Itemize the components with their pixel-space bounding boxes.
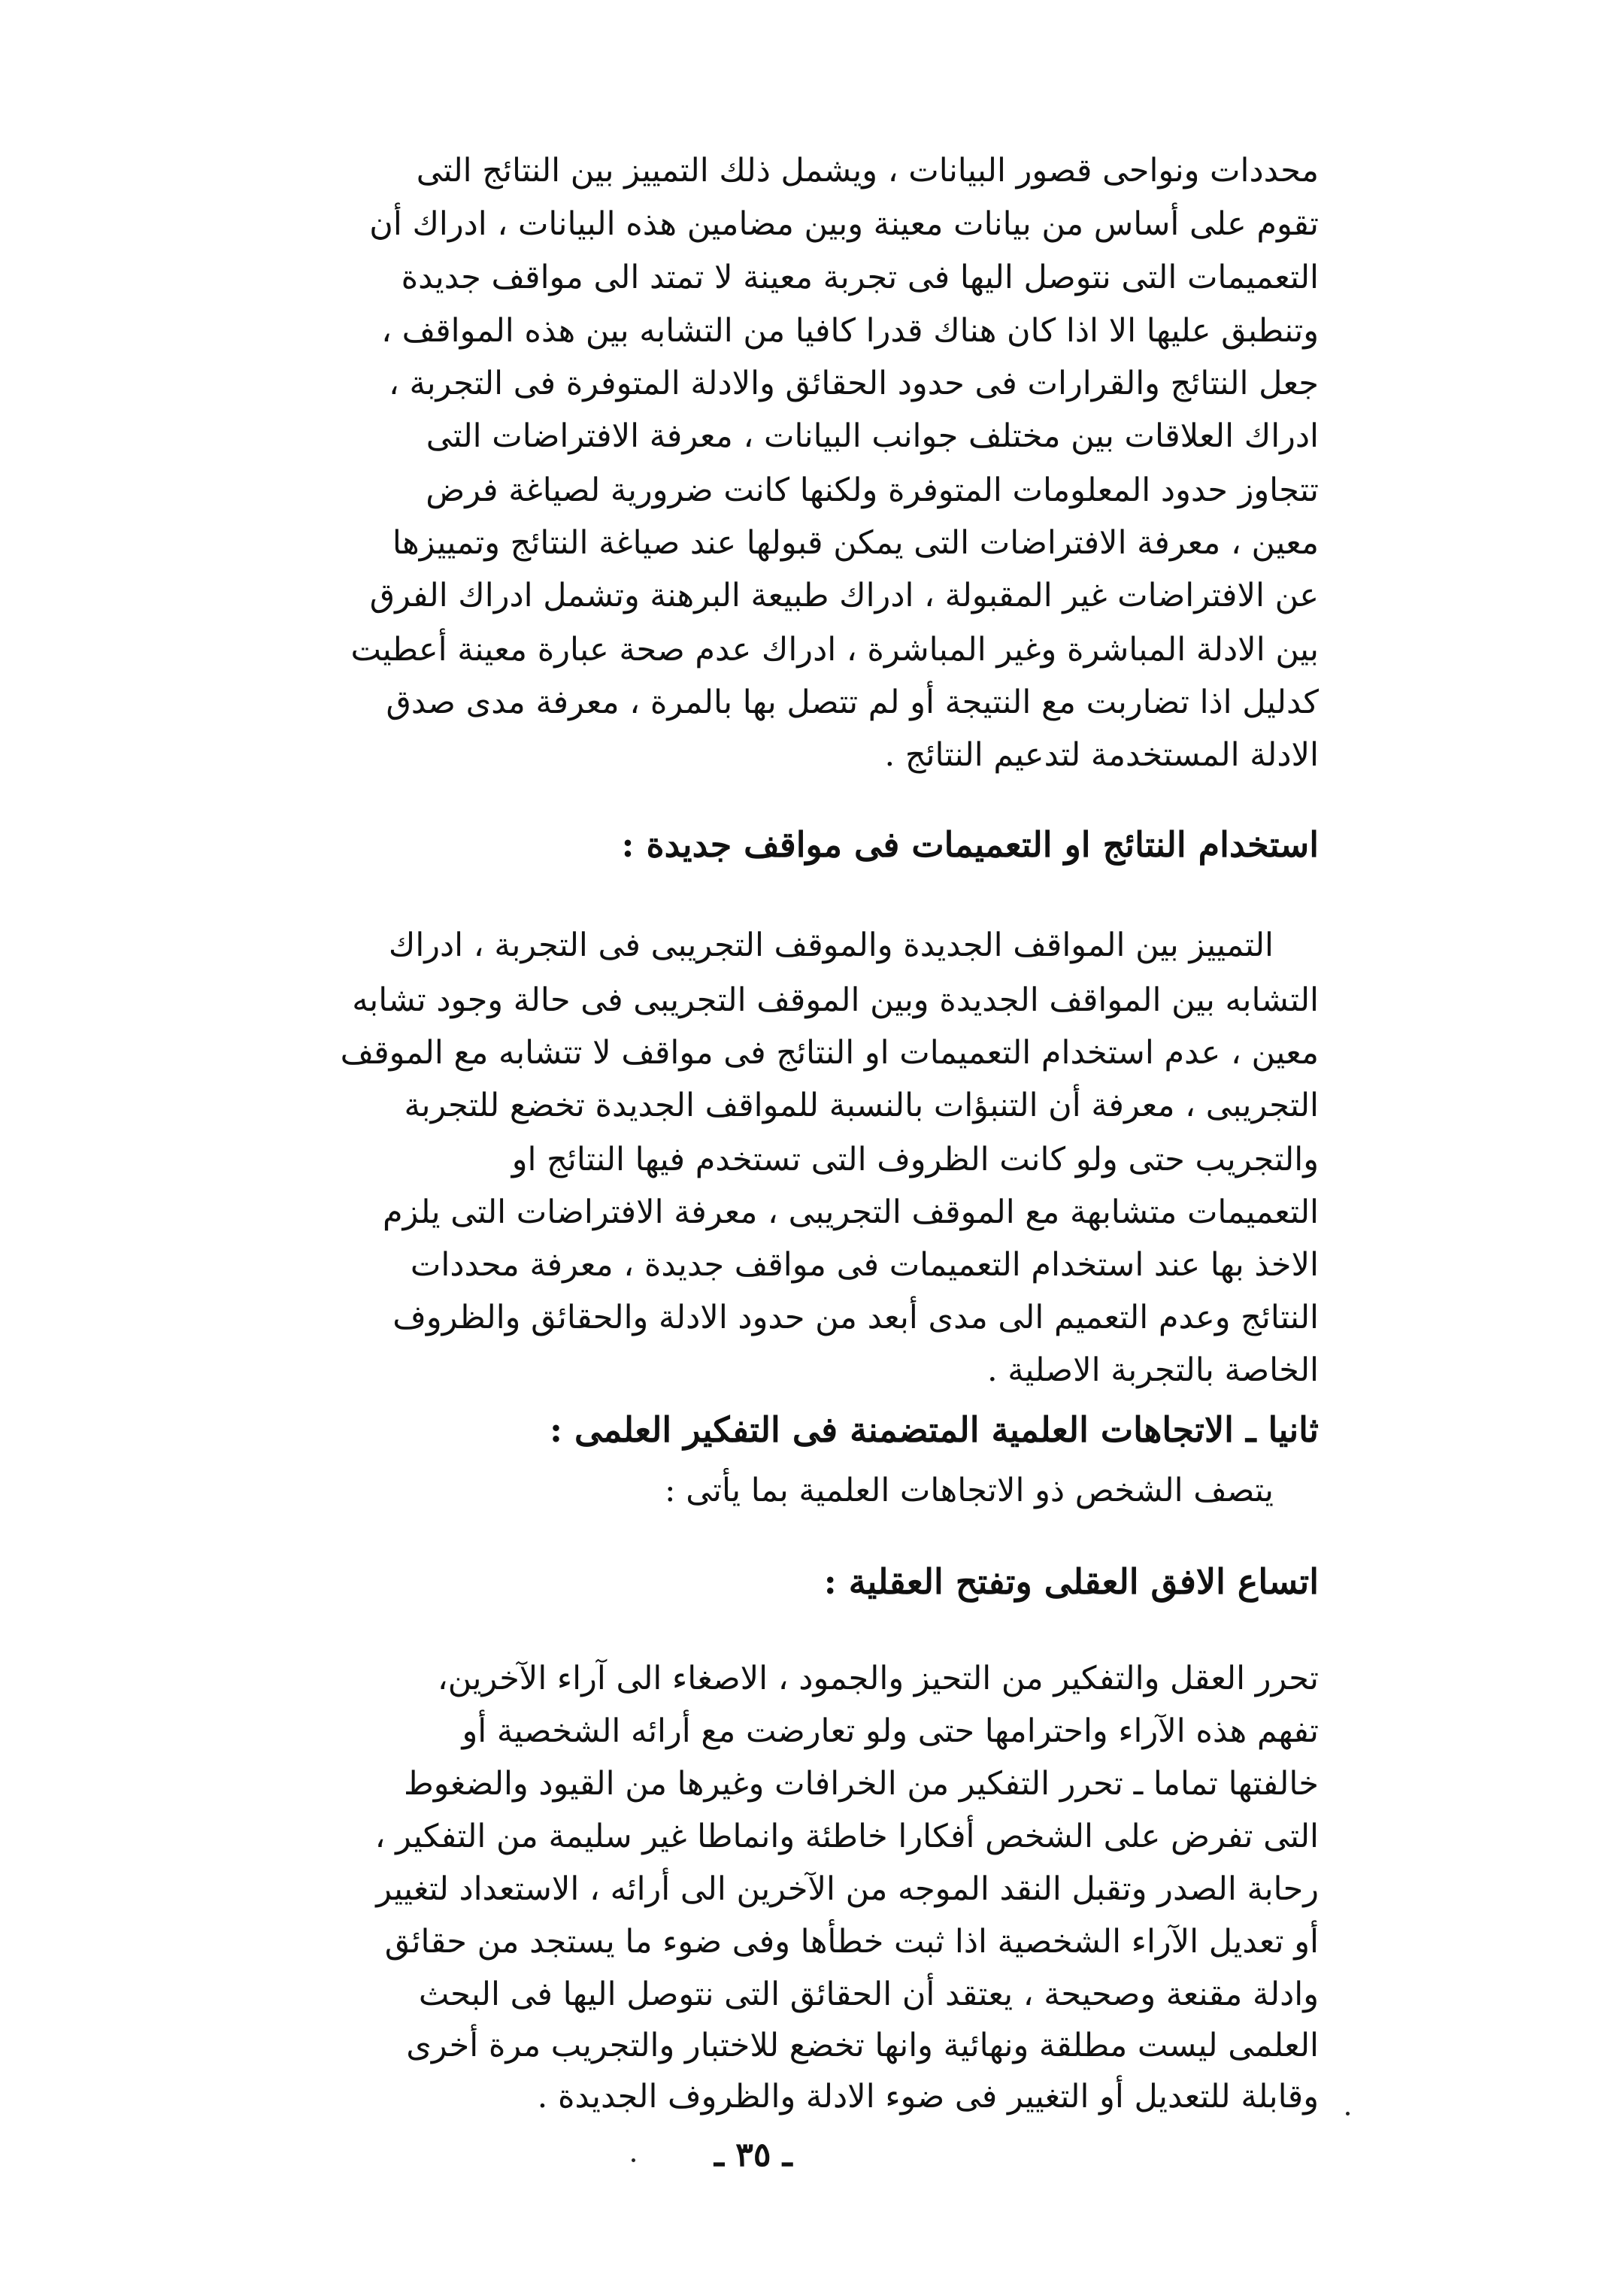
intro-line: يتصف الشخص ذو الاتجاهات العلمية بما يأتى :	[665, 1472, 1274, 1509]
text-line: معين ، عدم استخدام التعميمات او النتائج فى مواقف لا تتشابه مع الموقف	[340, 1034, 1319, 1072]
text-line: أو تعديل الآراء الشخصية اذا ثبت خطأها وفى ضوء ما يستجد من حقائق	[384, 1923, 1319, 1961]
text-line: كدليل اذا تضاربت مع النتيجة أو لم تتصل بها بالمرة ، معرفة مدى صدق	[386, 684, 1319, 721]
text-line: التجريبى ، معرفة أن التنبؤات بالنسبة للمواقف الجديدة تخضع للتجربة	[404, 1087, 1319, 1124]
text-line: تفهم هذه الآراء واحترامها حتى ولو تعارضت مع أرائه الشخصية أو	[462, 1712, 1319, 1750]
text-line: النتائج وعدم التعميم الى مدى أبعد من حدود الادلة والحقائق والظروف	[392, 1299, 1319, 1336]
text-line: رحابة الصدر وتقبل النقد الموجه من الآخرين الى أرائه ، الاستعداد لتغيير	[376, 1870, 1319, 1908]
text-line: عن الافتراضات غير المقبولة ، ادراك طبيعة البرهنة وتشمل ادراك الفرق	[369, 577, 1319, 614]
text-line: تتجاوز حدود المعلومات المتوفرة ولكنها كانت ضرورية لصياغة فرض	[426, 472, 1319, 509]
text-line: ادراك العلاقات بين مختلف جوانب البيانات ، معرفة الافتراضات التى	[426, 417, 1319, 455]
text-line: والتجريب حتى ولو كانت الظروف التى تستخدم فيها النتائج او	[511, 1141, 1319, 1178]
text-line: بين الادلة المباشرة وغير المباشرة ، ادراك عدم صحة عبارة معينة أعطيت	[350, 631, 1319, 669]
section-heading-3: اتساع الافق العقلى وتفتح العقلية :	[823, 1561, 1319, 1602]
text-line: تقوم على أساس من بيانات معينة وبين مضامين هذه البيانات ، ادراك أن	[369, 205, 1319, 243]
section-heading-1: استخدام النتائج او التعميمات فى مواقف جديدة :	[621, 824, 1319, 865]
text-line: التشابه بين المواقف الجديدة وبين الموقف التجريبى فى حالة وجود تشابه	[352, 981, 1319, 1019]
text-line: التى تفرض على الشخص أفكارا خاطئة وانماطا غير سليمة من التفكير ،	[374, 1818, 1319, 1855]
text-line: معين ، معرفة الافتراضات التى يمكن قبولها عند صياغة النتائج وتمييزها	[392, 524, 1319, 562]
scan-speck	[1346, 2112, 1350, 2116]
text-line: الادلة المستخدمة لتدعيم النتائج .	[884, 736, 1319, 774]
text-line: وقابلة للتعديل أو التغيير فى ضوء الادلة والظروف الجديدة .	[537, 2078, 1319, 2116]
text-line: الاخذ بها عند استخدام التعميمات فى مواقف جديدة ، معرفة محددات	[410, 1246, 1319, 1284]
text-line: وادلة مقنعة وصحيحة ، يعتقد أن الحقائق التى نتوصل اليها فى البحث	[418, 1976, 1319, 2013]
scan-speck	[632, 2158, 635, 2162]
text-line: جعل النتائج والقرارات فى حدود الحقائق والادلة المتوفرة فى التجربة ،	[388, 365, 1319, 402]
text-line: محددات ونواحى قصور البيانات ، ويشمل ذلك التمييز بين النتائج التى	[416, 152, 1319, 190]
text-line: التعميمات التى نتوصل اليها فى تجربة معينة لا تمتد الى مواقف جديدة	[401, 259, 1319, 296]
text-line: تحرر العقل والتفكير من التحيز والجمود ، الاصغاء الى آراء الآخرين،	[437, 1660, 1319, 1697]
section-heading-2: ثانيا ـ الاتجاهات العلمية المتضمنة فى التفكير العلمى :	[550, 1409, 1319, 1450]
page-number: ـ ٣٥ ـ	[714, 2136, 792, 2174]
text-line: التعميمات متشابهة مع الموقف التجريبى ، معرفة الافتراضات التى يلزم	[383, 1193, 1319, 1231]
text-line: التمييز بين المواقف الجديدة والموقف التجريبى فى التجربة ، ادراك	[388, 927, 1274, 964]
text-line: الخاصة بالتجربة الاصلية .	[986, 1351, 1319, 1389]
text-line: العلمى ليست مطلقة ونهائية وانها تخضع للاختبار والتجريب مرة أخرى	[406, 2027, 1319, 2064]
text-line: خالفتها تماما ـ تحرر التفكير من الخرافات وغيرها من القيود والضغوط	[403, 1765, 1319, 1803]
text-line: وتنطبق عليها الا اذا كان هناك قدرا كافيا من التشابه بين هذه المواقف ،	[381, 312, 1319, 350]
